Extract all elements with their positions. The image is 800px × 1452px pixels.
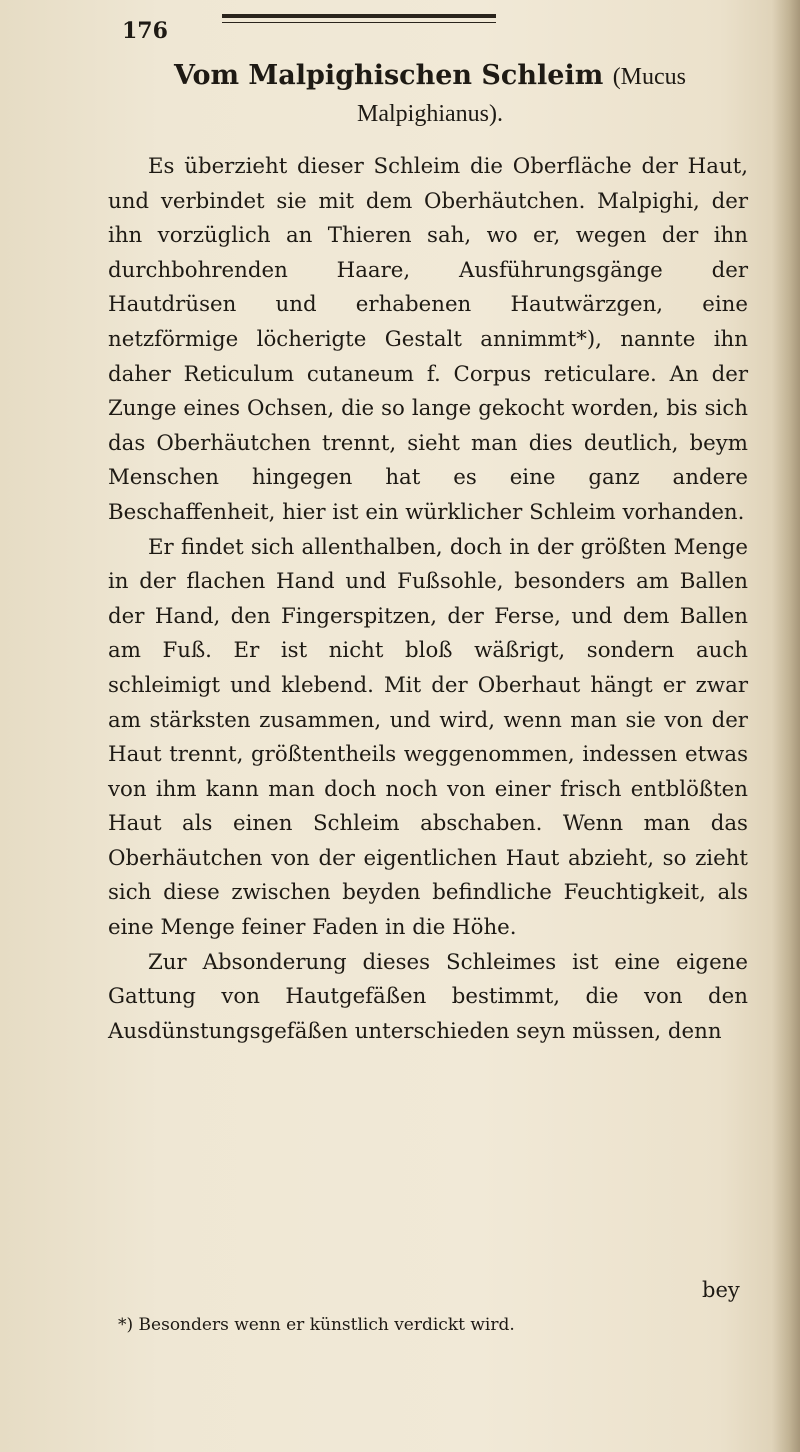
footnote: *) Besonders wenn er künstlich verdickt wird. (118, 1315, 515, 1335)
page-edge-shadow (772, 0, 800, 1452)
section-title-latin: (Mucus Malpighianus). (357, 64, 687, 127)
body-text (108, 150, 748, 1049)
catchword: bey (702, 1278, 740, 1302)
header-rule-thin (222, 22, 496, 23)
header-rule (222, 14, 496, 18)
section-title (150, 58, 710, 132)
section-title-text: Vom Malpighischen Schleim (173, 60, 604, 91)
paragraph: Er findet sich allenthalben, doch in der größten Menge in der flachen Hand und Fußsohle, besonders am Ballen der Hand, den Fingerspitzen, der Ferse, und dem Ballen am Fuß. Er ist nicht bloß wäßrigt, sondern auch schleimigt und klebend. Mit der Oberhaut hängt er zwar am stärksten zusammen, und wird, wenn man sie von der Haut trennt, größtentheils weggenommen, indessen etwas von ihm kann man doch noch von einer frisch entblößten Haut als einen Schleim abschaben. Wenn man das Oberhäutchen von der eigentlichen Haut abzieht, so zieht sich diese zwischen beyden befindliche Feuchtigkeit, als eine Menge feiner Faden in die Höhe. (108, 534, 748, 941)
paragraph: Es überzieht dieser Schleim die Oberfläche der Haut, und verbindet sie mit dem Oberhäutchen. Malpighi, der ihn vorzüglich an Thieren sah, wo er, wegen der ihn durchbohrenden Haare, Ausführungsgänge der Hautdrüsen und erhabenen Hautwärzgen, eine netzförmige löcherigte Gestalt annimmt*), nannte ihn daher Reticulum cutaneum f. Corpus reticulare. An der Zunge eines Ochsen, die so lange gekocht worden, bis sich das Oberhäutchen trennt, sieht man dies deutlich, beym Menschen hingegen hat es eine ganz andere Beschaffenheit, hier ist ein würklicher Schleim vorhanden. (108, 154, 748, 525)
paragraph: Zur Absonderung dieses Schleimes ist eine eigene Gattung von Hautgefäßen bestimmt, die von den Ausdünstungsgefäßen unterschieden seyn müssen, denn (108, 949, 748, 1044)
page-number: 176 (122, 18, 168, 44)
